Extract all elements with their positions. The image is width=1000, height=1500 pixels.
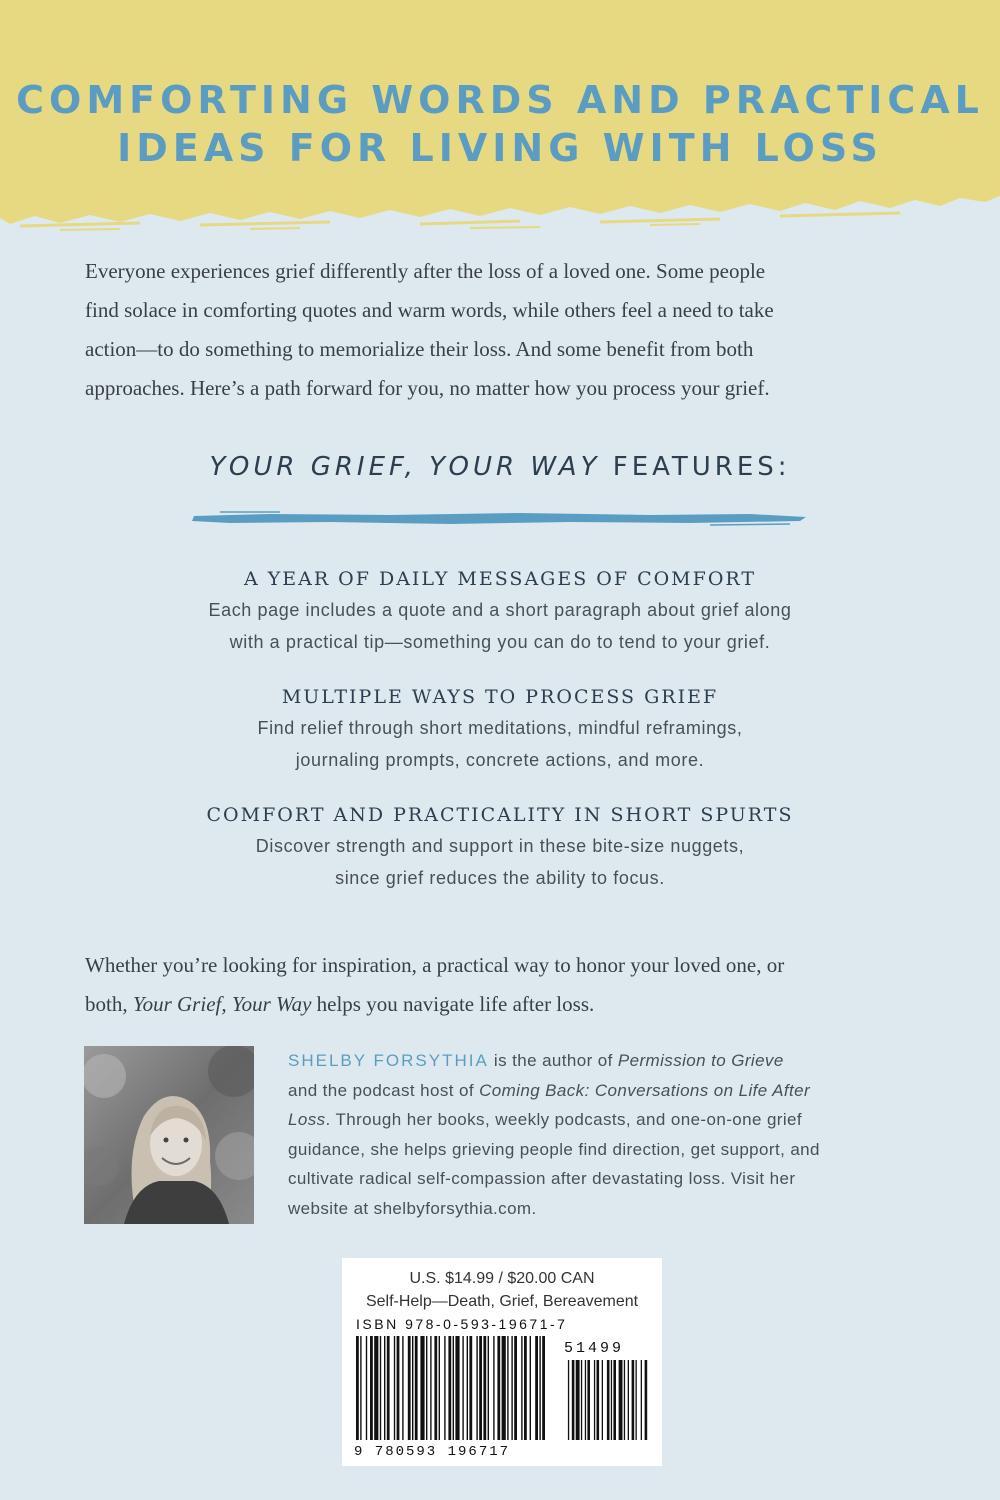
closing-paragraph (85, 946, 915, 1024)
intro-line: approaches. Here’s a path forward for you, no matter how you process your grief. (85, 376, 770, 400)
closing-line-1: Whether you’re looking for inspiration, a practical way to honor your loved one, or (85, 953, 785, 977)
closing-line-2 (85, 985, 915, 1024)
podcast-title: Coming Back: Conversations on Life After (479, 1080, 811, 1100)
bio-line: website at shelbyforsythia.com. (288, 1198, 537, 1218)
feature-title: COMFORT AND PRACTICALITY IN SHORT SPURTS (206, 804, 794, 826)
author-bio (288, 1046, 928, 1223)
price-line: U.S. $14.99 / $20.00 CAN (409, 1270, 595, 1287)
author-name: SHELBY FORSYTHIA (288, 1051, 489, 1070)
bio-line: cultivate radical self-compassion after devastating loss. Visit her (288, 1169, 796, 1188)
closing-text: both, (85, 992, 133, 1016)
feature-body-line: with a practical tip—something you can do to tend to your grief. (229, 632, 771, 652)
intro-paragraph (85, 252, 915, 408)
feature-multiple-ways (0, 682, 1000, 776)
blue-brush-stroke (190, 510, 810, 528)
intro-line: action—to do something to memorialize their loss. And some benefit from both (85, 337, 754, 361)
bio-text: and the podcast host of (288, 1080, 480, 1100)
feature-body-line: Each page includes a quote and a short paragraph about grief along (208, 600, 792, 620)
category-line: Self-Help—Death, Grief, Bereavement (365, 1293, 639, 1310)
feature-body (0, 594, 1000, 658)
tagline-line-1: COMFORTING WORDS AND PRACTICAL (16, 78, 984, 122)
bio-line (288, 1105, 928, 1135)
features-heading-suffix: FEATURES: (600, 452, 791, 482)
barcode-box (342, 1258, 662, 1466)
bio-text: . Through her books, weekly podcasts, and one-on-one grief (325, 1110, 803, 1129)
feature-body-line: Find relief through short meditations, mindful reframings, (257, 718, 743, 738)
book-title: Your Grief, Your Way (132, 992, 312, 1016)
feature-title: MULTIPLE WAYS TO PROCESS GRIEF (281, 686, 719, 708)
book-title-permission: Permission to Grieve (617, 1051, 784, 1070)
feature-daily-messages (0, 564, 1000, 658)
feature-title: A YEAR OF DAILY MESSAGES OF COMFORT (243, 568, 757, 590)
intro-line: Everyone experiences grief differently after the loss of a loved one. Some people (85, 259, 766, 283)
feature-short-spurts (0, 800, 1000, 894)
intro-line: find solace in comforting quotes and warm words, while others feel a need to take (85, 298, 774, 322)
features-heading-title: YOUR GRIEF, YOUR WAY (209, 452, 601, 482)
bio-line (288, 1046, 928, 1076)
feature-body-line: journaling prompts, concrete actions, and more. (295, 750, 705, 770)
podcast-title-end: Loss (288, 1110, 326, 1129)
bio-line (288, 1076, 928, 1106)
bio-text: is the author of (488, 1051, 618, 1070)
bio-line: guidance, she helps grieving people find direction, get support, and (288, 1139, 820, 1159)
price-code: 51499 (564, 1340, 625, 1357)
closing-text: helps you navigate life after loss. (311, 992, 595, 1016)
ean-digits: 9 780593 196717 (354, 1444, 511, 1460)
feature-body-line: Discover strength and support in these bite-size nuggets, (255, 836, 745, 856)
tagline-line-2: IDEAS FOR LIVING WITH LOSS (117, 126, 883, 170)
feature-body (0, 830, 1000, 894)
feature-body (0, 712, 1000, 776)
feature-body-line: since grief reduces the ability to focus. (335, 868, 665, 888)
isbn-line: ISBN 978-0-593-19671-7 (356, 1316, 568, 1332)
features-heading (0, 452, 1000, 482)
author-photo (84, 1046, 254, 1224)
